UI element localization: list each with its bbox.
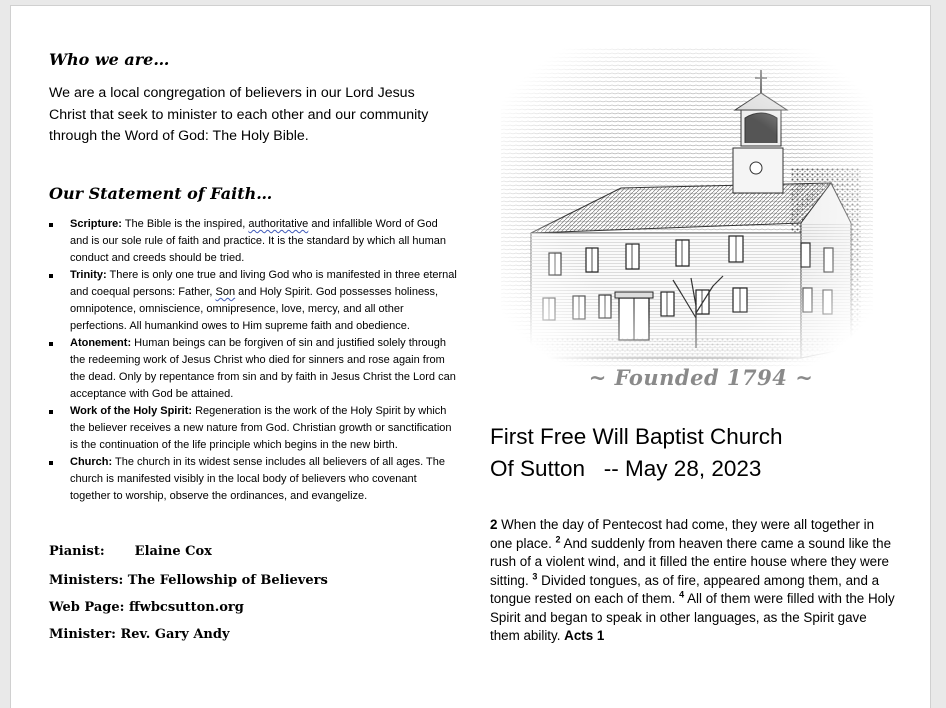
- church-name: First Free Will Baptist Church: [490, 424, 783, 449]
- bullet-icon: [49, 223, 53, 227]
- church-sketch-image: [501, 48, 873, 368]
- pianist-line: [49, 544, 212, 559]
- pianist-label: Pianist:: [49, 544, 105, 559]
- verse-text: Divided tongues, as of fire, appeared among them, and a tongue rested on each of them.: [490, 572, 880, 606]
- scripture-passage: [490, 516, 895, 646]
- church-date-line: Of Sutton -- May 28, 2023: [490, 456, 762, 481]
- faith-text: Human beings can be forgiven of sin and justified solely through the redeeming work of Jesus Christ who died for sinners and rose again from the dead. Only by repentance from sin and by faith in Jesus Christ the Lord can acceptance with God be attained.: [70, 337, 456, 400]
- web-page-line: Web Page: ffwbcsutton.org: [49, 600, 244, 615]
- faith-item-holy-spirit: [49, 403, 459, 454]
- faith-term: Atonement:: [70, 337, 132, 349]
- verse-number: 4: [679, 589, 685, 600]
- faith-term: Scripture:: [70, 218, 122, 230]
- faith-item-scripture: [49, 216, 459, 267]
- verse-text: And suddenly from heaven there came a sound like the rush of a violent wind, and it filled the entire house where they were sitting.: [490, 535, 892, 588]
- statement-of-faith-heading: Our Statement of Faith…: [49, 184, 273, 203]
- faith-item-trinity: [49, 267, 459, 335]
- ministers-line: Ministers: The Fellowship of Believers: [49, 573, 328, 588]
- who-we-are-heading: Who we are…: [49, 50, 170, 69]
- minister-line: Minister: Rev. Gary Andy: [49, 627, 230, 642]
- bullet-icon: [49, 461, 53, 465]
- faith-text: The Bible is the inspired,: [121, 218, 249, 230]
- faith-term: Church:: [70, 456, 113, 468]
- statement-of-faith-list: [49, 216, 459, 505]
- faith-term: Work of the Holy Spirit:: [70, 405, 193, 417]
- faith-text: and infallible Word of God and is our sole rule of faith and practice. It is the standard by which all human conduct and creeds should be tried.: [70, 218, 447, 264]
- scripture-reference: Acts 1: [564, 628, 605, 643]
- who-we-are-text: We are a local congregation of believers in our Lord Jesus Christ that seek to minister to each other and our community through the Word of God: The Holy Bible.: [49, 85, 429, 144]
- bullet-icon: [49, 410, 53, 414]
- faith-item-church: [49, 454, 459, 505]
- bullet-icon: [49, 342, 53, 346]
- bullet-icon: [49, 274, 53, 278]
- spellcheck-flagged-word[interactable]: authoritative: [248, 218, 309, 230]
- faith-text: The church in its widest sense includes all believers of all ages. The church is manifested visibly in the local body of believers who covenant together to worship, observe the ordinances, and evangelize.: [70, 456, 445, 502]
- pianist-name: Elaine Cox: [134, 544, 212, 559]
- verse-number: 2: [490, 517, 498, 532]
- verse-text: When the day of Pentecost had come, they were all together in one place.: [490, 517, 875, 551]
- verse-number: 2: [555, 534, 561, 545]
- faith-term: Trinity:: [70, 269, 107, 281]
- verse-text: All of them were filled with the Holy Spirit and began to speak in other languages, as the Spirit gave them ability.: [490, 591, 895, 643]
- verse-number: 3: [532, 571, 538, 582]
- faith-text: Regeneration is the work of the Holy Spirit by which the believer receives a new nature from God. Christian growth or sanctification is the continuation of the life principle which begins in the new birth.: [70, 405, 452, 451]
- spellcheck-flagged-word[interactable]: Son: [215, 286, 236, 298]
- founded-caption: ~ Founded 1794 ~: [588, 365, 814, 390]
- faith-text: There is only one true and living God who is manifested in three eternal and coequal persons: Father,: [70, 269, 457, 298]
- faith-text: and Holy Spirit. God possesses holiness, omnipotence, omniscience, omnipresence, love, mercy, and all other perfections. All humankind owes to Him supreme faith and obedience.: [70, 286, 439, 332]
- faith-item-atonement: [49, 335, 459, 403]
- document-page: [11, 6, 930, 708]
- church-title: [490, 421, 783, 485]
